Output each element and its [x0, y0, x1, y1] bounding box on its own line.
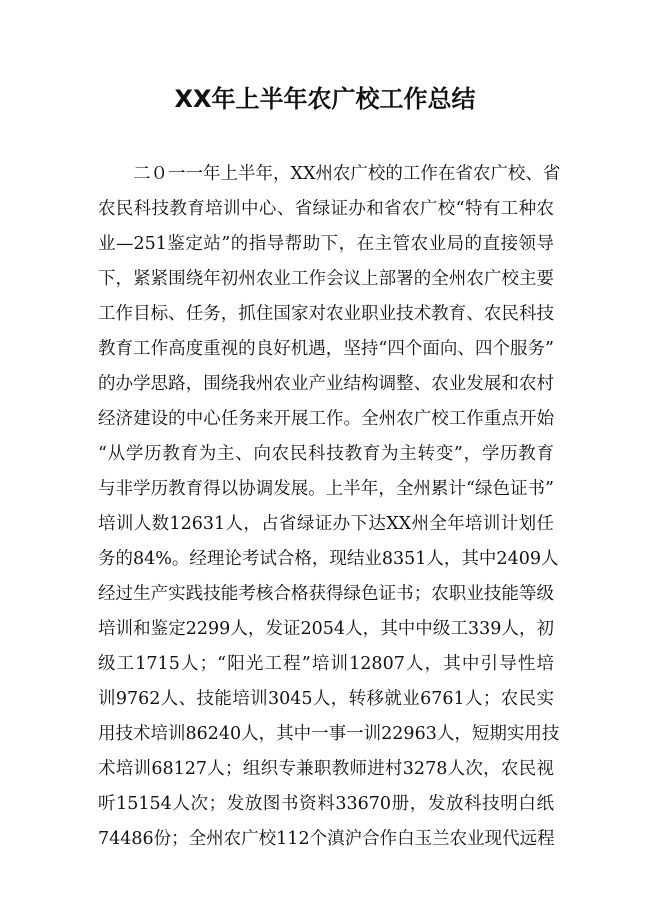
body-line: 培训和鉴定2299人，发证2054人，其中中级工339人，初: [98, 619, 554, 639]
document-title: XX年上半年农广校工作总结: [174, 85, 476, 113]
body-line: 用技术培训86240人，其中一事一训22963人，短期实用技: [98, 724, 560, 744]
body-line: 教育工作高度重视的良好机遇，坚持“四个面向、四个服务”: [98, 339, 554, 359]
body-line: 74486份；全州农广校112个滇沪合作白玉兰农业现代远程: [98, 829, 555, 849]
document-body: [98, 157, 561, 857]
body-line: “从学历教育为主、向农民科技教育为主转变”，学历教育: [98, 444, 554, 464]
body-line: 业—251鉴定站”的指导帮助下，在主管农业局的直接领导: [98, 234, 554, 254]
body-line: 训9762人、技能培训3045人，转移就业6761人；农民实: [98, 689, 554, 709]
body-line: 农民科技教育培训中心、省绿证办和省农广校“特有工种农: [98, 199, 554, 219]
body-line: 经过生产实践技能考核合格获得绿色证书；农职业技能等级: [98, 584, 554, 604]
body-line: 经济建设的中心任务来开展工作。全州农广校工作重点开始: [98, 409, 554, 429]
body-line: 与非学历教育得以协调发展。上半年，全州累计“绿色证书”: [98, 479, 554, 499]
body-line: 听15154人次；发放图书资料33670册，发放科技明白纸: [98, 794, 554, 814]
body-line: 务的84%。经理论考试合格，现结业8351人，其中2409人: [98, 549, 559, 569]
body-line: 二０一一年上半年，XX州农广校的工作在省农广校、省: [133, 164, 561, 184]
body-line: 下，紧紧围绕年初州农业工作会议上部署的全州农广校主要: [98, 269, 554, 289]
body-line: 级工1715人；“阳光工程”培训12807人，其中引导性培: [98, 654, 554, 674]
body-line: 的办学思路，围绕我州农业产业结构调整、农业发展和农村: [98, 374, 554, 394]
body-line: 工作目标、任务，抓住国家对农业职业技术教育、农民科技: [98, 304, 554, 324]
body-line: 培训人数12631人，占省绿证办下达XX州全年培训计划任: [98, 514, 554, 534]
body-line: 术培训68127人；组织专兼职教师进村3278人次，农民视: [98, 759, 554, 779]
